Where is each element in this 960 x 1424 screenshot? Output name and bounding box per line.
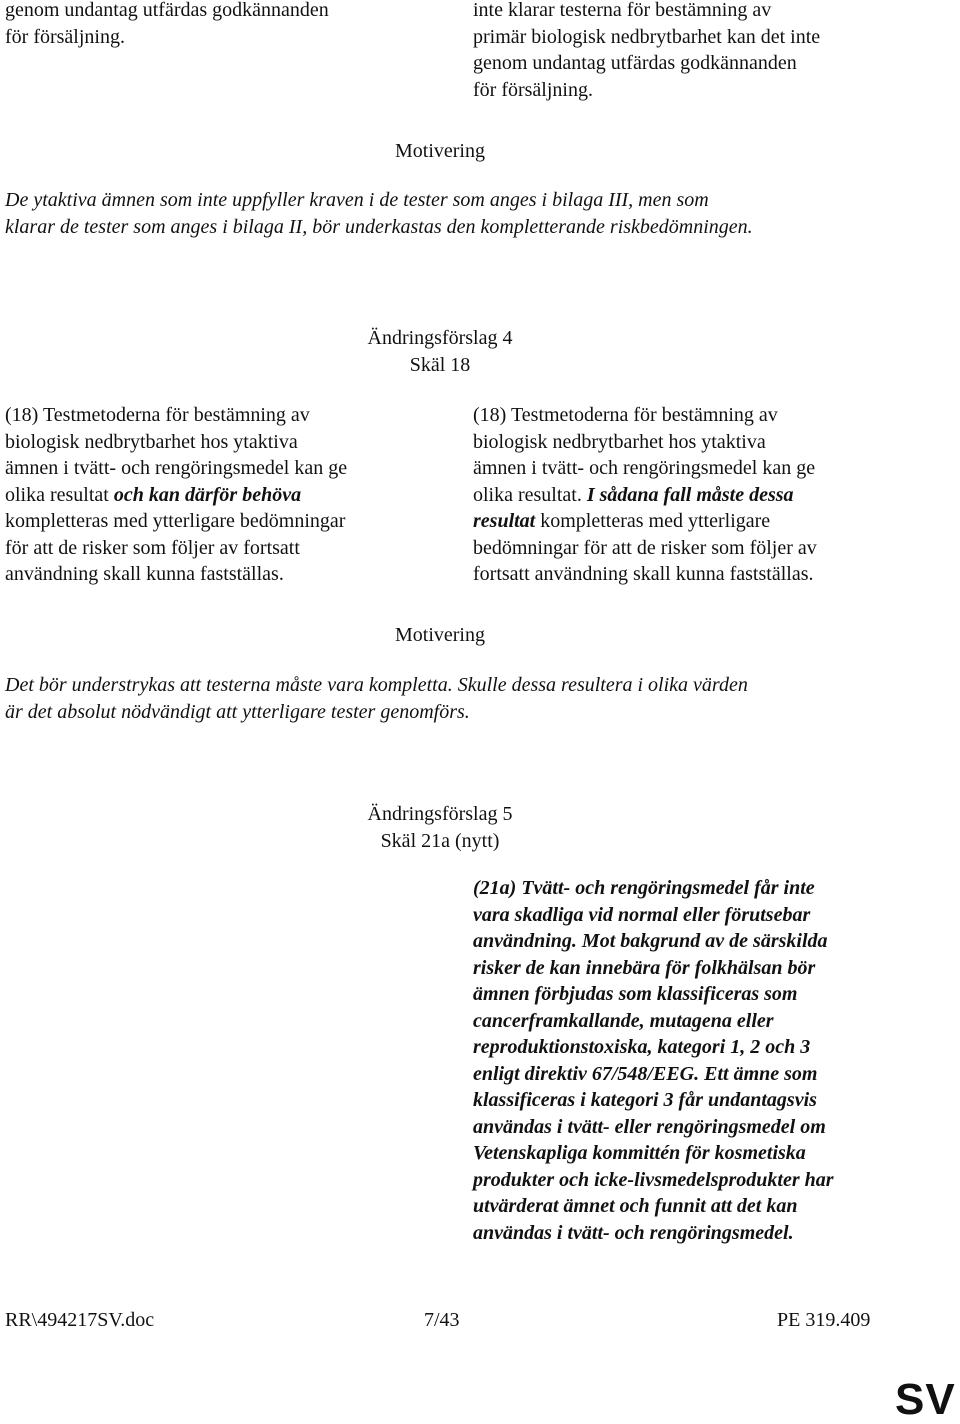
language-code: SV <box>895 1375 956 1424</box>
text-line: (18) Testmetoderna för bestämning av <box>473 404 778 426</box>
text-line: användning. Mot bakgrund av de särskilda <box>473 930 828 952</box>
text-line <box>5 482 405 509</box>
text-line: klassificeras i kategori 3 får undantagsvis <box>473 1089 817 1111</box>
pe-number: PE 319.409 <box>777 1309 871 1331</box>
text-line: vara skadliga vid normal eller förutsebar <box>473 903 811 926</box>
text-line: klarar de tester som anges i bilaga II, bör underkastas den kompletterande riskbedömningen. <box>5 215 753 238</box>
text-run: kompletteras med ytterligare <box>535 510 771 532</box>
text-line: kompletteras med ytterligare bedömningar <box>5 510 346 532</box>
text-line: genom undantag utfärdas godkännanden <box>473 52 797 74</box>
text-line: biologisk nedbrytbarhet hos ytaktiva <box>5 430 298 453</box>
text-run: olika resultat. <box>473 483 587 506</box>
text-line: för att de risker som följer av fortsatt <box>5 536 300 559</box>
text-run: olika resultat <box>5 483 114 506</box>
text-line: utvärderat ämnet och funnit att det kan <box>473 1195 798 1217</box>
text-line: genom undantag utfärdas godkännanden <box>5 0 329 21</box>
amendment-title: Ändringsförslag 5 <box>367 803 513 825</box>
text-line: användas i tvätt- och rengöringsmedel. <box>473 1221 794 1244</box>
top-left-column <box>5 0 405 50</box>
amendment-subtitle: Skäl 21a (nytt) <box>380 830 500 852</box>
text-line: bedömningar för att de risker som följer av <box>473 536 817 559</box>
text-line: risker de kan innebära för folkhälsan bör <box>473 956 816 979</box>
text-line <box>473 482 903 509</box>
amended-text-column <box>473 875 903 1246</box>
text-line: (21a) Tvätt- och rengöringsmedel får inte <box>473 877 815 899</box>
text-line: cancerframkallande, mutagena eller <box>473 1009 774 1032</box>
text-line: Det bör understrykas att testerna måste vara kompletta. Skulle dessa resultera i olika värden <box>5 674 748 696</box>
document-reference: RR\494217SV.doc <box>5 1309 155 1331</box>
text-line: reproduktionstoxiska, kategori 1, 2 och 3 <box>473 1036 811 1058</box>
top-right-column <box>473 0 903 103</box>
motivering-heading: Motivering <box>395 624 485 646</box>
text-line: för försäljning. <box>5 25 125 48</box>
original-text-column <box>5 402 405 588</box>
text-line: ämnen förbjudas som klassificeras som <box>473 983 798 1005</box>
motivering-heading: Motivering <box>395 140 485 162</box>
text-line: ämnen i tvätt- och rengöringsmedel kan ge <box>5 457 348 479</box>
emphasized-text: I sådana fall måste dessa <box>586 483 794 506</box>
text-line: primär biologisk nedbrytbarhet kan det inte <box>473 25 821 48</box>
text-line: Vetenskapliga kommittén för kosmetiska <box>473 1142 806 1164</box>
text-line <box>473 508 903 535</box>
text-line: (18) Testmetoderna för bestämning av <box>5 404 310 426</box>
text-line: enligt direktiv 67/548/EEG. Ett ämne som <box>473 1062 818 1085</box>
text-line: produkter och icke-livsmedelsprodukter har <box>473 1168 834 1191</box>
text-line: inte klarar testerna för bestämning av <box>473 0 772 21</box>
text-line: användning skall kunna fastställas. <box>5 563 284 585</box>
motivering-text <box>5 187 905 240</box>
amendment-subtitle: Skäl 18 <box>409 354 471 376</box>
amended-text-column <box>473 402 903 588</box>
emphasized-text: och kan därför behöva <box>113 483 302 506</box>
emphasized-text: resultat <box>473 510 536 532</box>
page-number: 7/43 <box>424 1309 460 1331</box>
text-line: biologisk nedbrytbarhet hos ytaktiva <box>473 430 766 453</box>
motivering-text <box>5 672 905 725</box>
text-line: användas i tvätt- eller rengöringsmedel om <box>473 1115 826 1138</box>
text-line: ämnen i tvätt- och rengöringsmedel kan ge <box>473 457 816 479</box>
text-line: för försäljning. <box>473 78 593 101</box>
text-line: är det absolut nödvändigt att ytterligare tester genomförs. <box>5 700 470 723</box>
text-line: fortsatt användning skall kunna fastställas. <box>473 563 814 585</box>
amendment-title: Ändringsförslag 4 <box>367 327 513 349</box>
text-line: De ytaktiva ämnen som inte uppfyller kraven i de tester som anges i bilaga III, men som <box>5 189 709 211</box>
